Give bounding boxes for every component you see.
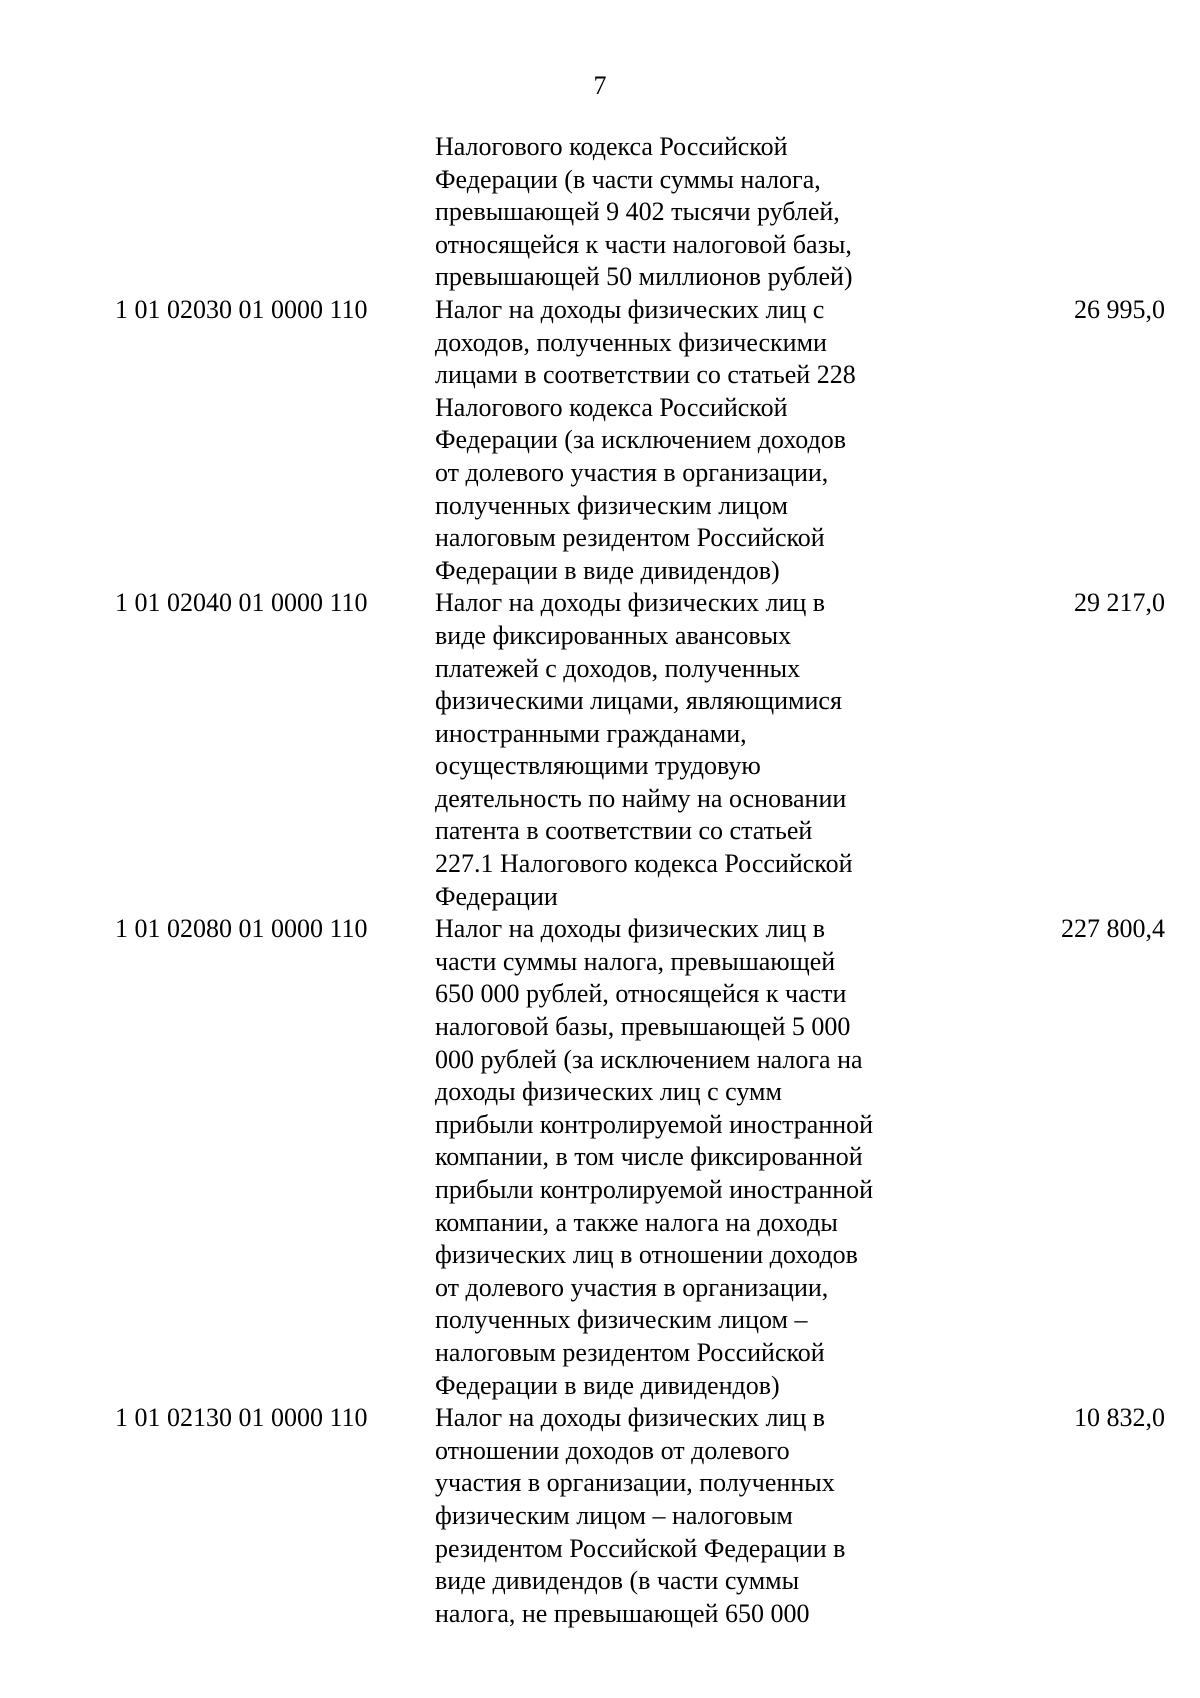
description-line: относящейся к части налоговой базы, [435, 229, 852, 259]
description-line: 650 000 рублей, относящейся к части [435, 979, 847, 1009]
description-line: полученных физическим лицом – [435, 1305, 808, 1335]
description-line: 227.1 Налогового кодекса Российской [435, 849, 853, 879]
description-line: Налог на доходы физических лиц в [435, 914, 826, 944]
description-line: деятельность по найму на основании [435, 783, 847, 813]
description-line: компании, в том числе фиксированной [435, 1142, 863, 1172]
table-row [0, 587, 1200, 913]
description-line: виде фиксированных авансовых [435, 620, 792, 650]
description-line: Федерации в виде дивидендов) [435, 1370, 780, 1400]
description-line: Налог на доходы физических лиц в [435, 1403, 826, 1433]
description-line: физическими лицами, являющимися [435, 686, 842, 716]
description-line: налога, не превышающей 650 000 [435, 1598, 810, 1628]
budget-classification-code: 1 01 02040 01 0000 110 [115, 588, 368, 618]
budget-classification-code: 1 01 02080 01 0000 110 [115, 914, 368, 944]
description-line: платежей с доходов, полученных [435, 653, 801, 683]
description-line: от долевого участия в организации, [435, 457, 829, 487]
description-line: превышающей 9 402 тысячи рублей, [435, 197, 840, 227]
description-line: Федерации (в части суммы налога, [435, 164, 821, 194]
description-line: резидентом Российской Федерации в [435, 1533, 846, 1563]
description-line: отношении доходов от долевого [435, 1435, 790, 1465]
page-number: 7 [593, 71, 607, 100]
description-line: осуществляющими трудовую [435, 751, 761, 781]
amount: 227 800,4 [1061, 914, 1165, 944]
description-line: лицами в соответствии со статьей 228 [435, 360, 856, 390]
revenue-description [435, 294, 955, 587]
description-line: виде дивидендов (в части суммы [435, 1566, 800, 1596]
description-line: патента в соответствии со статьей [435, 816, 813, 846]
description-line: физических лиц в отношении доходов [435, 1240, 858, 1270]
description-line: части суммы налога, превышающей [435, 946, 836, 976]
description-line: налоговым резидентом Российской [435, 523, 825, 553]
description-line: компании, а также налога на доходы [435, 1207, 838, 1237]
description-line: превышающей 50 миллионов рублей) [435, 262, 853, 292]
table-row [0, 913, 1200, 1402]
description-line: доходов, полученных физическими [435, 327, 827, 357]
description-line: Федерации в виде дивидендов) [435, 555, 780, 585]
description-line: Федерации [435, 881, 558, 911]
description-line: прибыли контролируемой иностранной [435, 1175, 874, 1204]
description-line: 000 рублей (за исключением налога на [435, 1044, 863, 1074]
revenue-description [435, 131, 955, 294]
budget-classification-code: 1 01 02030 01 0000 110 [115, 294, 368, 324]
description-line: доходы физических лиц с сумм [435, 1077, 782, 1107]
revenue-description [435, 587, 955, 913]
revenue-description [435, 1402, 955, 1630]
description-line: участия в организации, полученных [435, 1468, 835, 1498]
table-row [0, 294, 1200, 587]
budget-table [0, 131, 1200, 1630]
amount: 26 995,0 [1074, 294, 1165, 324]
description-line: Налог на доходы физических лиц в [435, 588, 826, 618]
table-row [0, 131, 1200, 294]
amount: 10 832,0 [1074, 1403, 1165, 1433]
description-line: Федерации (за исключением доходов [435, 425, 847, 455]
description-line: иностранными гражданами, [435, 718, 747, 748]
description-line: от долевого участия в организации, [435, 1272, 829, 1302]
description-line: налоговым резидентом Российской [435, 1337, 825, 1367]
budget-classification-code: 1 01 02130 01 0000 110 [115, 1403, 368, 1433]
table-row [0, 1402, 1200, 1630]
description-line: прибыли контролируемой иностранной [435, 1109, 874, 1139]
amount: 29 217,0 [1074, 588, 1165, 618]
description-line: физическим лицом – налоговым [435, 1500, 793, 1530]
revenue-description [435, 913, 955, 1402]
description-line: Налог на доходы физических лиц с [435, 294, 825, 324]
description-line: полученных физическим лицом [435, 490, 788, 520]
description-line: Налогового кодекса Российской [435, 392, 788, 422]
description-line: налоговой базы, превышающей 5 000 [435, 1012, 851, 1042]
description-line: Налогового кодекса Российской [435, 132, 788, 161]
